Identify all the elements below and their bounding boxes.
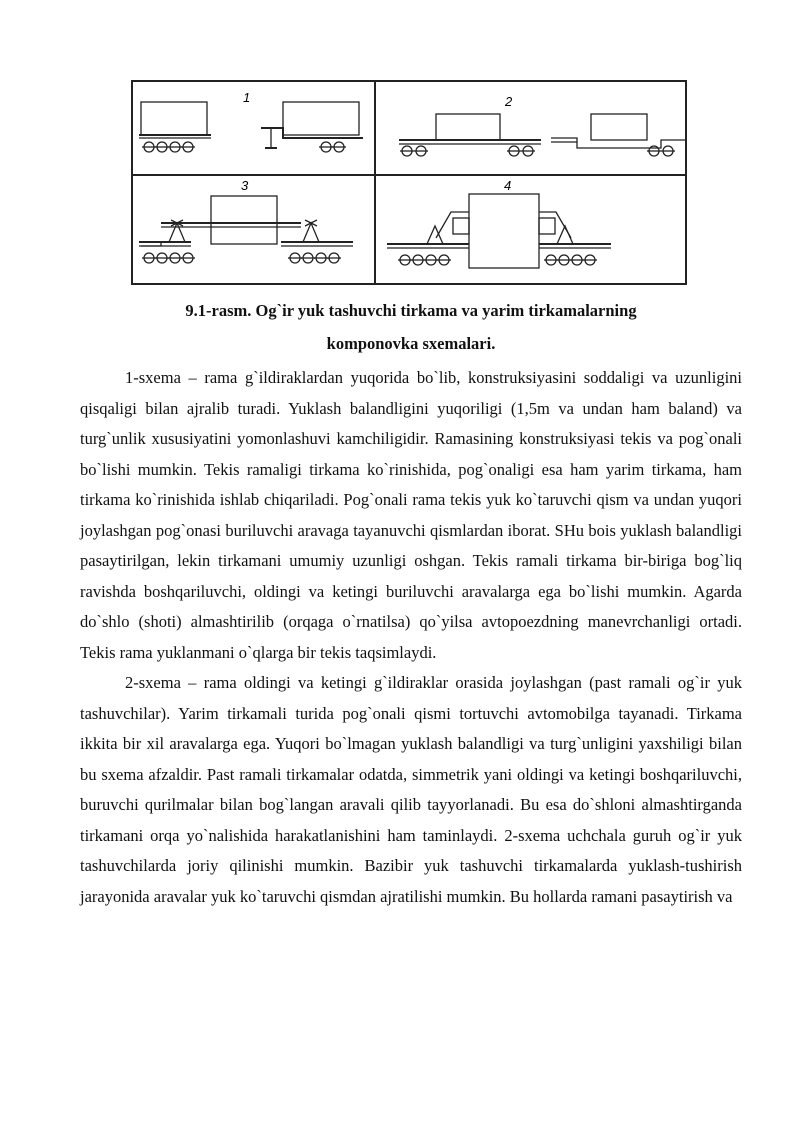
figure-caption-line-2: komponovka sxemalari.: [326, 334, 496, 353]
panel-label-1: 1: [243, 90, 251, 105]
panel-label-4: 4: [504, 178, 512, 193]
scheme-1-drawing: [139, 102, 363, 152]
schemes-drawing: [131, 80, 687, 285]
scheme-3-drawing: [139, 196, 353, 263]
panel-label-3: 3: [241, 178, 249, 193]
scheme-4-drawing: [387, 194, 611, 268]
body-text: [80, 363, 742, 912]
paragraph-scheme-1: 1-sxema – rama g`ildiraklardan yuqorida bo`lib, konstruksiyasini soddaligi va uzunligini qisqaligi bilan ajralib turadi. Yuklash balandligini yuqoriligi (1,5m va undan ham baland) va turg`unlik xususiyatini yomonlashuvi kamchiligidir. Ramasining konstruksiyasi tekis va pog`onali bo`lishi mumkin. Tekis ramaligi tirkama ko`rinishida, pog`onaligi esa ham yarim tirkama, ham tirkama ko`rinishida ishlab chiqariladi. Pog`onali rama tekis yuk ko`taruvchi qism va undan yuqori joylashgan pog`onasi buriluvchi aravaga tayanuvchi qismlardan iborat. SHu bois yuklash balandligi pasaytirilgan, lekin tirkamani umumiy uzunligi oshgan. Tekis ramali tirkama bir-biriga bog`liq ravishda boshqariluvchi, oldingi va ketingi buriluvchi aravalarga ega bo`lishi mumkin. Agarda do`shlo (shoti) almashtirilib (orqaga o`rnatilsa) qo`yilsa avtopoezdning manevrchanligi ortadi. Tekis rama yuklanmani o`qlarga bir tekis taqsimlaydi.: [80, 368, 742, 662]
scheme-2-drawing: [399, 114, 687, 156]
layout-schemes-figure: [131, 80, 687, 285]
paragraph-scheme-2: 2-sxema – rama oldingi va ketingi g`ildiraklar orasida joylashgan (past ramali og`ir yuk tashuvchilar). Yarim tirkamali turida pog`onali qismi tortuvchi avtomobilga tayanadi. Tirkama ikkita bir xil aravalarga ega. Yuqori bo`lmagan yuklash balandligi va turg`unligini yaxshiligi bilan bu sxema afzaldir. Past ramali tirkamalar odatda, simmetrik yani oldingi va ketingi boshqariluvchi, buruvchi qurilmalar bilan bog`langan aravali qilib tayyorlanadi. Bu esa do`shloni almashtirganda tirkamani orqa yo`nalishida harakatlanishini ham taminlaydi. 2-sxema uchchala guruh og`ir yuk tashuvchilarda joriy qilinishi mumkin. Bazibir yuk tashuvchi tirkamalarda yuklash-tushirish jarayonida aravalar yuk ko`taruvchi qismdan ajratilishi mumkin. Bu hollarda ramani pasaytirish va: [80, 673, 742, 906]
panel-label-2: 2: [505, 94, 513, 109]
figure-caption-line-1: 9.1-rasm. Og`ir yuk tashuvchi tirkama va yarim tirkamalarning: [185, 301, 637, 320]
